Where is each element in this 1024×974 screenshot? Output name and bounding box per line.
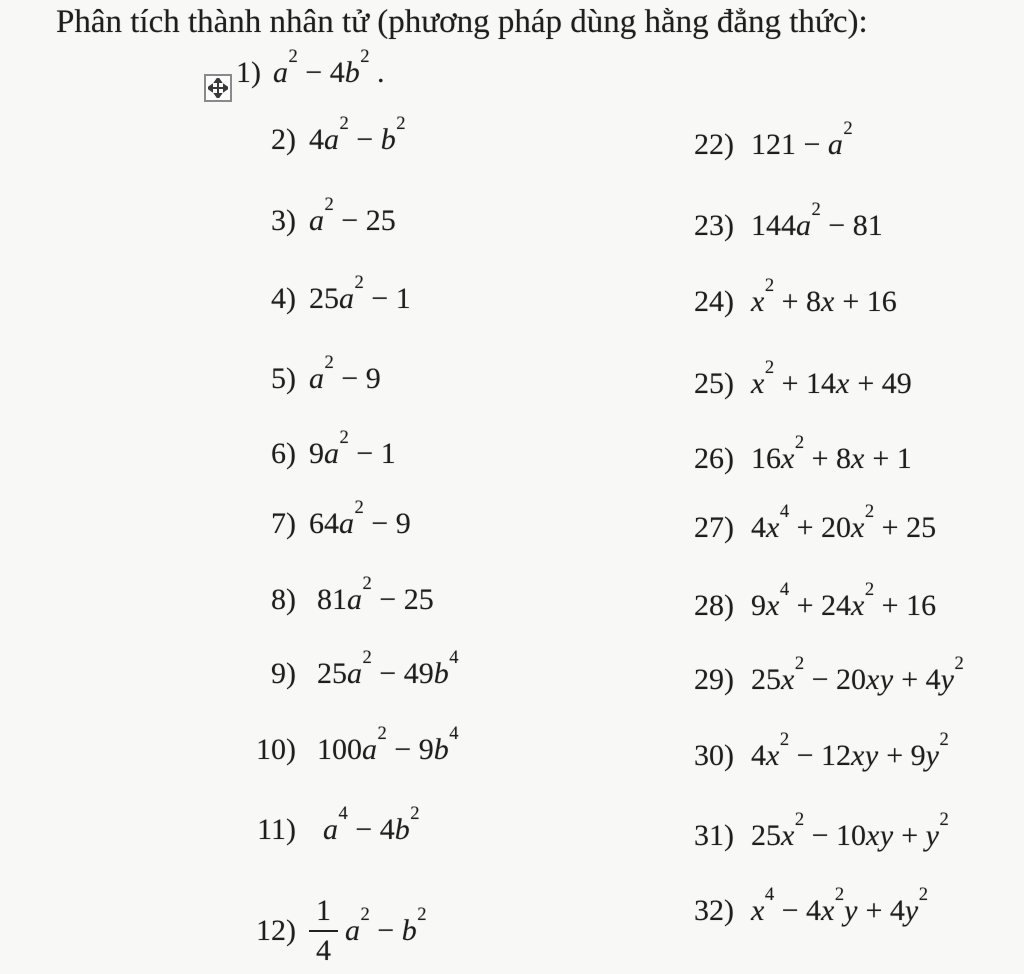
problem-row-27 [672,500,937,548]
problem-row-28 [672,578,937,626]
problem-row-10 [240,722,459,770]
item-expression: $25a^2 - 49b^4$ [317,646,459,690]
problem-row-11 [240,802,420,850]
problem-row-31 [672,808,949,856]
item-number: 31) [694,819,734,852]
item-number: 2) [271,123,296,156]
item-expression: $4x^4 + 20x^2 + 25$ [751,500,937,544]
item-number: 22) [694,128,734,161]
item-number: 6) [271,437,296,470]
problem-row-1 [204,45,385,93]
item-expression: $25x^2 - 20xy + 4y^2$ [751,652,964,696]
item-expression: $a^2 - 9$ [309,351,381,395]
item-number: 10) [256,733,296,766]
problem-row-2 [240,112,406,160]
item-expression: $a^2 - b^2$ [345,903,427,947]
problem-row-25 [672,356,912,404]
item-expression: $100a^2 - 9b^4$ [317,722,459,766]
item-number: 30) [694,739,734,772]
problem-row-6 [240,426,396,474]
item-expression: $25x^2 - 10xy + y^2$ [751,808,949,852]
item-expression: $16x^2 + 8x + 1$ [751,431,912,475]
item-number: 8) [271,583,296,616]
problem-row-26 [672,431,912,479]
worksheet-title: Phân tích thành nhân tử (phương pháp dùng hằng đẳng thức): [56,4,868,40]
item-expression: $9a^2 - 1$ [309,426,396,470]
item-number: 1) [236,56,261,89]
problem-row-32 [672,883,929,931]
item-number: 25) [694,367,734,400]
problem-row-8 [240,572,434,620]
problem-row-24 [672,274,897,322]
problem-row-4 [240,271,411,319]
problem-row-29 [672,652,964,700]
item-expression: $x^2 + 8x + 16$ [751,274,897,318]
item-expression: $x^4 - 4x^2y + 4y^2$ [751,883,929,927]
item-expression: $a^2 - 4b^2$ . [273,45,385,89]
problem-row-7 [240,496,411,544]
item-expression: $a^4 - 4b^2$ [323,802,420,846]
item-number: 28) [694,589,734,622]
item-number: 9) [271,657,296,690]
problem-row-23 [672,198,883,246]
item-number: 32) [694,894,734,927]
item-number: 29) [694,663,734,696]
item-expression: $81a^2 - 25$ [317,572,434,616]
problem-row-12 [240,888,427,974]
item-number: 4) [271,282,296,315]
problem-row-9 [240,646,459,694]
problem-row-5 [240,351,381,399]
item-expression: $a^2 - 25$ [309,193,396,237]
item-number: 5) [271,362,296,395]
problem-row-22 [672,117,853,165]
item-number: 12) [256,914,296,947]
item-expression: $4x^2 - 12xy + 9y^2$ [751,728,949,772]
item-number: 7) [271,507,296,540]
problem-row-3 [240,193,396,241]
table-move-handle-icon[interactable] [204,74,232,102]
problem-row-30 [672,728,949,776]
item-number: 11) [257,813,296,846]
fraction [309,893,338,967]
item-number: 23) [694,209,734,242]
item-expression: $9x^4 + 24x^2 + 16$ [751,578,937,622]
item-number: 27) [694,511,734,544]
item-expression: $64a^2 - 9$ [309,496,411,540]
item-expression: $25a^2 - 1$ [309,271,411,315]
item-number: 26) [694,442,734,475]
item-expression: $121 - a^2$ [751,117,853,161]
item-number: 3) [271,204,296,237]
move-cross-glyph [208,78,228,98]
item-expression: $144a^2 - 81$ [751,198,883,242]
item-number: 24) [694,285,734,318]
item-expression: $4a^2 - b^2$ [309,112,406,156]
fraction-numerator: 1 [309,896,338,932]
fraction-denominator: 4 [316,933,331,967]
item-expression: $x^2 + 14x + 49$ [751,356,912,400]
